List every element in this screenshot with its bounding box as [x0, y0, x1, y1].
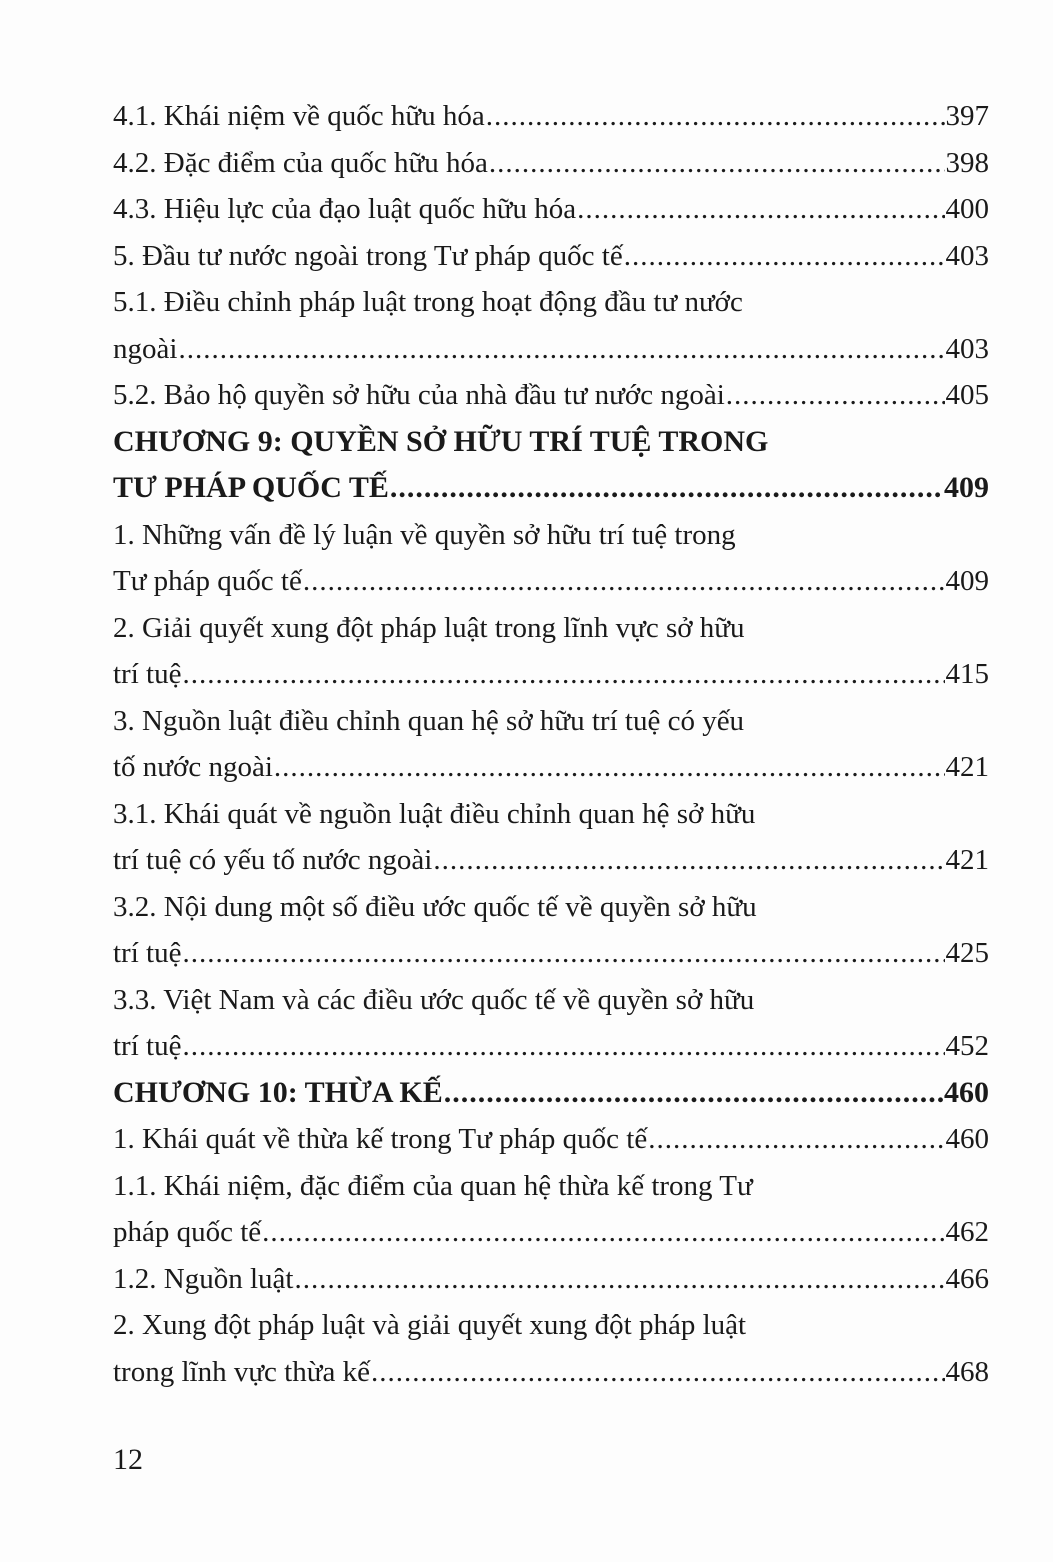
dot-leader: [294, 1256, 944, 1303]
toc-entry: [113, 279, 989, 372]
toc-row: [113, 465, 989, 512]
toc-entry: [113, 1256, 989, 1303]
toc-entry-title-cont: pháp quốc tế: [113, 1216, 262, 1248]
toc-page-number: 466: [945, 1262, 989, 1295]
toc-entry: [113, 140, 989, 187]
toc-row: [113, 372, 989, 419]
toc-page-number: 398: [945, 146, 989, 179]
toc-page-number: 403: [945, 239, 989, 272]
dot-leader: [303, 558, 945, 605]
toc-row: [113, 93, 989, 140]
toc-entry-title: 4.2. Đặc điểm của quốc hữu hóa: [113, 146, 488, 179]
toc-entry: [113, 372, 989, 419]
toc-chapter-heading: [113, 419, 989, 512]
toc-entry-title: 4.1. Khái niệm về quốc hữu hóa: [113, 100, 485, 132]
toc-entry-title-cont: trí tuệ: [113, 937, 182, 969]
toc-entry: [113, 186, 989, 233]
toc-page-number: 460: [945, 1123, 989, 1155]
toc-entry: [113, 884, 989, 977]
dot-leader: [489, 140, 945, 187]
toc-row: [113, 930, 989, 977]
dot-leader: [274, 744, 945, 791]
dot-leader: [577, 186, 944, 233]
toc-entry-title-cont: trí tuệ có yếu tố nước ngoài: [113, 844, 433, 876]
toc-entry-title-line: 2. Xung đột pháp luật và giải quyết xung đột pháp luật: [113, 1309, 747, 1341]
toc-row: [113, 651, 989, 698]
dot-leader: [726, 372, 945, 419]
toc-row: [113, 1070, 989, 1117]
toc-page-number: 452: [945, 1030, 989, 1062]
dot-leader: [371, 1349, 945, 1396]
toc-page-number: 403: [945, 332, 989, 365]
toc-page-number: 425: [945, 937, 989, 969]
dot-leader: [624, 233, 945, 280]
toc-entry: [113, 977, 989, 1070]
toc-entry-title-cont: ngoài: [113, 332, 178, 365]
toc-entry: [113, 698, 989, 791]
chapter-title-cont: TƯ PHÁP QUỐC TẾ: [113, 471, 389, 504]
dot-leader: [262, 1209, 944, 1256]
toc-entry-title: 5. Đầu tư nước ngoài trong Tư pháp quốc tế: [113, 239, 623, 272]
toc-row: [113, 233, 989, 280]
toc-row: [113, 140, 989, 187]
toc-page-number: 421: [945, 751, 989, 783]
toc-entry-title-line: 2. Giải quyết xung đột pháp luật trong lĩnh vực sở hữu: [113, 611, 745, 644]
chapter-title-line: CHƯƠNG 9: QUYỀN SỞ HỮU TRÍ TUỆ TRONG: [113, 424, 769, 458]
toc-row: [113, 1023, 989, 1070]
chapter-title: CHƯƠNG 10: THỪA KẾ: [113, 1075, 443, 1109]
toc-entry-title-cont: trong lĩnh vực thừa kế: [113, 1355, 370, 1388]
toc-entry-title-cont: trí tuệ: [113, 1030, 182, 1062]
dot-leader: [178, 326, 944, 373]
toc-entry-title-cont: tố nước ngoài: [113, 751, 273, 783]
toc-entry: [113, 605, 989, 698]
toc-entry-title-line: 3.3. Việt Nam và các điều ước quốc tế về quyền sở hữu: [113, 983, 755, 1016]
dot-leader: [648, 1116, 944, 1163]
toc-row: [113, 1256, 989, 1303]
toc-entry: [113, 1163, 989, 1256]
toc-entry-title: 5.2. Bảo hộ quyền sở hữu của nhà đầu tư nước ngoài: [113, 379, 725, 411]
toc-entry-title-line: 3. Nguồn luật điều chỉnh quan hệ sở hữu trí tuệ có yếu: [113, 704, 745, 737]
toc-entry: [113, 512, 989, 605]
toc-page-number: 409: [944, 471, 989, 504]
table-of-contents: [113, 93, 989, 1395]
toc-row: [113, 186, 989, 233]
toc-row: [113, 1349, 989, 1396]
toc-page-number: 415: [945, 658, 989, 690]
toc-chapter-heading: [113, 1070, 989, 1117]
toc-entry-title-cont: Tư pháp quốc tế: [113, 565, 302, 597]
dot-leader: [390, 465, 943, 512]
toc-page-number: 460: [944, 1075, 989, 1109]
page-number: 12: [113, 1443, 143, 1476]
dot-leader: [182, 1023, 944, 1070]
toc-entry: [113, 1302, 989, 1395]
toc-entry-title-line: 5.1. Điều chỉnh pháp luật trong hoạt động đầu tư nước: [113, 286, 743, 318]
toc-row: [113, 558, 989, 605]
toc-entry-title-line: 3.2. Nội dung một số điều ước quốc tế về quyền sở hữu: [113, 890, 757, 923]
dot-leader: [486, 93, 945, 140]
toc-entry: [113, 233, 989, 280]
toc-row: [113, 1116, 989, 1163]
toc-entry-title-line: 1.1. Khái niệm, đặc điểm của quan hệ thừa kế trong Tư: [113, 1169, 753, 1202]
toc-entry: [113, 1116, 989, 1163]
toc-row: [113, 1209, 989, 1256]
toc-row: [113, 837, 989, 884]
toc-page-number: 409: [945, 565, 989, 597]
dot-leader: [182, 651, 944, 698]
toc-entry-title: 4.3. Hiệu lực của đạo luật quốc hữu hóa: [113, 193, 577, 225]
toc-page-number: 400: [945, 193, 989, 225]
toc-entry: [113, 93, 989, 140]
toc-entry-title-line: 1. Những vấn đề lý luận về quyền sở hữu trí tuệ trong: [113, 518, 736, 551]
dot-leader: [444, 1070, 943, 1117]
toc-page-number: 468: [945, 1355, 989, 1388]
toc-entry-title: 1.2. Nguồn luật: [113, 1262, 294, 1295]
toc-row: [113, 744, 989, 791]
toc-entry-title: 1. Khái quát về thừa kế trong Tư pháp quốc tế: [113, 1123, 648, 1155]
toc-entry-title-line: 3.1. Khái quát về nguồn luật điều chỉnh quan hệ sở hữu: [113, 797, 756, 830]
dot-leader: [433, 837, 944, 884]
toc-row: [113, 326, 989, 373]
toc-page-number: 462: [945, 1216, 989, 1248]
toc-page-number: 405: [945, 379, 989, 411]
toc-entry: [113, 791, 989, 884]
toc-page-number: 397: [945, 100, 989, 132]
dot-leader: [182, 930, 944, 977]
toc-entry-title-cont: trí tuệ: [113, 658, 182, 690]
toc-page-number: 421: [945, 844, 989, 876]
